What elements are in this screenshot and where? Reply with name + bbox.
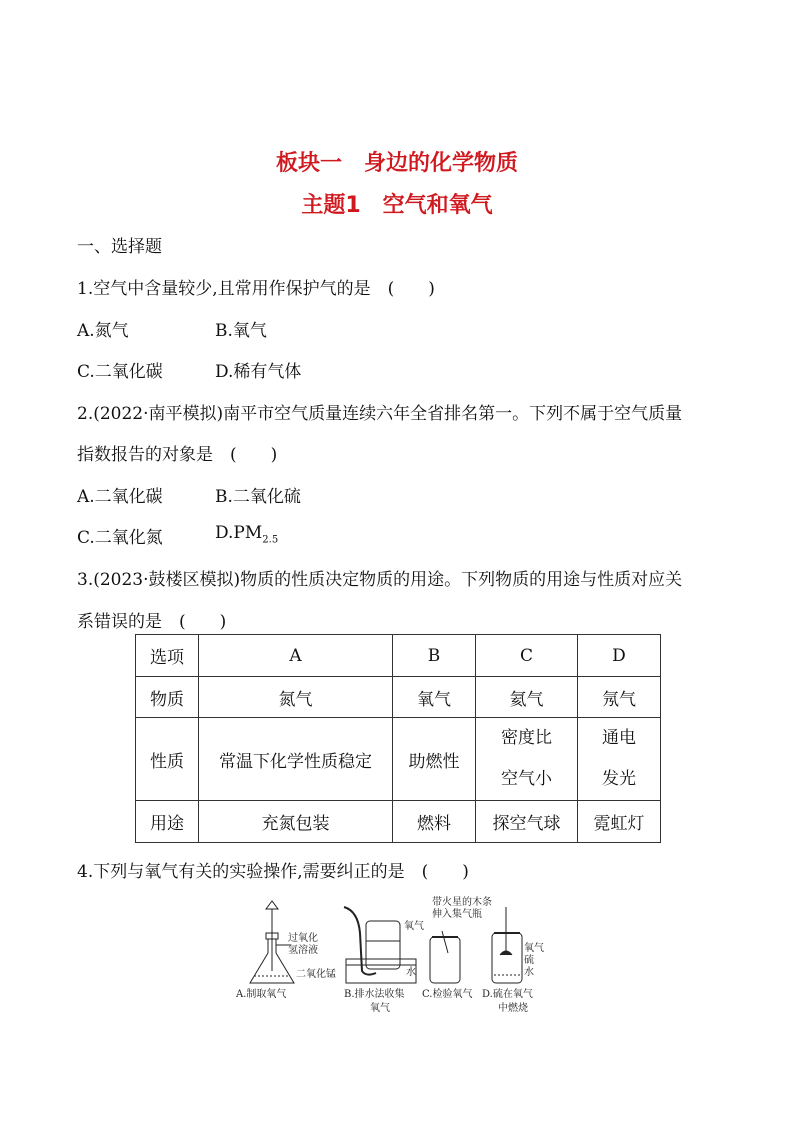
q3-stem-line2: 系错误的是 ( ) — [77, 612, 227, 632]
q3-cell-line: 发光 — [602, 769, 636, 789]
q3-cell: 性质 — [136, 718, 199, 801]
figure-a-label: 过氧化 — [288, 933, 318, 944]
q3-cell: 氧气 — [393, 677, 476, 718]
q3-cell: B — [393, 635, 476, 677]
q1-option-d: D.稀有气体 — [215, 362, 302, 382]
q3-cell-line: 密度比 — [501, 728, 552, 748]
q2-option-a: A.二氧化碳 — [77, 487, 163, 507]
figure-d-apparatus — [492, 907, 522, 983]
q3-stem-line1: 3.(2023·鼓楼区模拟)物质的性质决定物质的用途。下列物质的用途与性质对应关 — [77, 570, 683, 590]
figure-c-caption: C.检验氧气 — [422, 989, 473, 1000]
q3-table-header-row — [136, 635, 661, 677]
figure-b-label: 水 — [406, 967, 416, 978]
q3-cell: 探空气球 — [476, 801, 578, 843]
figure-c-apparatus — [430, 931, 460, 983]
figure-d-label: 硫 — [524, 955, 534, 966]
section-title: 板块一 身边的化学物质 — [275, 151, 518, 176]
q1-option-a: A.氮气 — [77, 321, 129, 341]
figure-a-label: 氢溶液 — [288, 945, 318, 956]
q2-option-d-subscript: 2.5 — [262, 534, 279, 546]
q3-cell — [476, 718, 578, 801]
q3-table-substance-row — [136, 677, 661, 718]
q3-table — [135, 634, 661, 843]
q1-stem: 1.空气中含量较少,且常用作保护气的是 ( ) — [77, 279, 435, 299]
figure-b-label: 氧气 — [404, 921, 424, 932]
figure-d-label: 水 — [524, 967, 534, 978]
figure-a-caption: A.制取氧气 — [236, 989, 287, 1000]
q3-table-use-row — [136, 801, 661, 843]
q3-cell: C — [476, 635, 578, 677]
q3-cell: D — [578, 635, 661, 677]
figure-d-label: 氧气 — [524, 943, 544, 954]
q1-option-b: B.氧气 — [215, 321, 267, 341]
figure-d-caption: D.硫在氧气 — [482, 989, 533, 1000]
q3-cell: 氖气 — [578, 677, 661, 718]
q3-cell: 氦气 — [476, 677, 578, 718]
q3-cell: 选项 — [136, 635, 199, 677]
q3-cell: 常温下化学性质稳定 — [199, 718, 393, 801]
figure-a-label: 二氧化锰 — [296, 969, 336, 980]
q3-cell: 用途 — [136, 801, 199, 843]
q3-cell: 助燃性 — [393, 718, 476, 801]
q4-stem: 4.下列与氧气有关的实验操作,需要纠正的是 ( ) — [77, 862, 469, 882]
q3-cell: 物质 — [136, 677, 199, 718]
topic-title: 主题1 空气和氧气 — [301, 193, 493, 218]
q2-option-c: C.二氧化氮 — [77, 528, 163, 548]
q3-cell: 氮气 — [199, 677, 393, 718]
q2-stem-line1: 2.(2022·南平模拟)南平市空气质量连续六年全省排名第一。下列不属于空气质量 — [77, 404, 683, 424]
q3-cell: 霓虹灯 — [578, 801, 661, 843]
q4-experiment-figure — [236, 893, 566, 1023]
figure-b-caption: B.排水法收集 — [344, 989, 405, 1000]
q3-cell — [578, 718, 661, 801]
figure-c-label: 带火星的木条 — [432, 897, 492, 908]
q3-cell-line: 通电 — [602, 728, 636, 748]
q2-option-b: B.二氧化硫 — [215, 487, 301, 507]
q2-option-d-text: D.PM — [215, 523, 263, 543]
q3-table-property-row — [136, 718, 661, 801]
q2-stem-line2: 指数报告的对象是 ( ) — [77, 445, 278, 465]
figure-c-label: 伸入集气瓶 — [432, 909, 482, 920]
section-heading: 一、选择题 — [77, 237, 162, 257]
q3-cell-line: 空气小 — [501, 769, 552, 789]
q3-cell: A — [199, 635, 393, 677]
figure-d-caption: 中燃烧 — [498, 1003, 528, 1014]
figure-b-caption: 氧气 — [370, 1003, 390, 1014]
q3-cell: 燃料 — [393, 801, 476, 843]
q1-option-c: C.二氧化碳 — [77, 362, 163, 382]
q2-option-d — [215, 523, 278, 545]
q3-cell: 充氮包装 — [199, 801, 393, 843]
